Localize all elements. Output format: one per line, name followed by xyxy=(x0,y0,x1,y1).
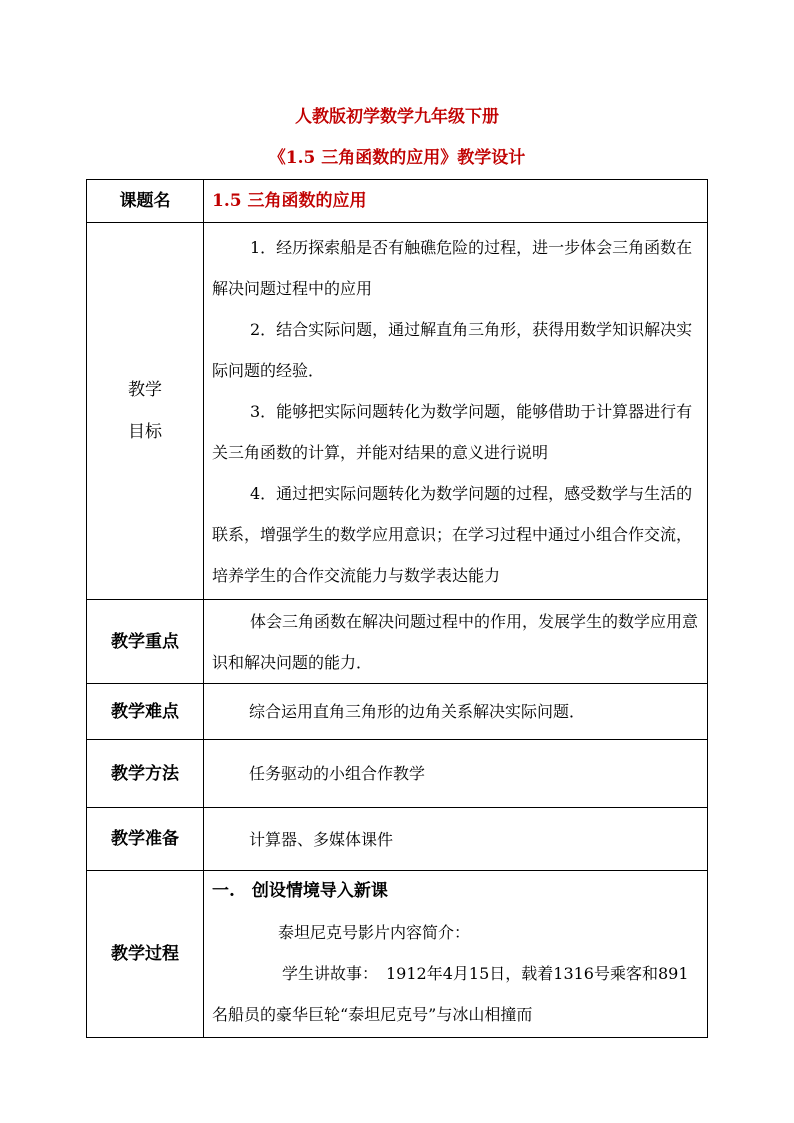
preparation-value: 计算器、多媒体课件 xyxy=(249,829,394,849)
row-topic xyxy=(87,180,708,223)
difficulties-value: 综合运用直角三角形的边角关系解决实际问题． xyxy=(249,702,586,721)
key-points-label: 教学重点 xyxy=(87,600,204,684)
objective-item: 4．通过把实际问题转化为数学问题的过程，感受数学与生活的联系，增强学生的数学应用意识；在学习过程中通过小组合作交流，培养学生的合作交流能力与数学表达能力 xyxy=(212,483,693,585)
document-title: 人教版初学数学九年级下册 xyxy=(295,107,499,127)
objective-item: 1．经历探索船是否有触礁危险的过程，进一步体会三角函数在解决问题过程中的应用 xyxy=(212,237,693,298)
topic-cell xyxy=(204,180,708,223)
row-objectives xyxy=(87,223,708,600)
key-points-cell xyxy=(204,600,708,684)
objectives-label-line1: 教学 xyxy=(128,380,162,400)
row-process xyxy=(87,871,708,1038)
difficulties-label: 教学难点 xyxy=(87,684,204,740)
preparation-cell xyxy=(204,808,708,871)
objective-item: 3．能够把实际问题转化为数学问题，能够借助于计算器进行有关三角函数的计算，并能对结果的意义进行说明 xyxy=(212,401,693,462)
document-subtitle: 《1.5 三角函数的应用》教学设计 xyxy=(268,148,526,168)
process-heading: 一. 创设情境导入新课 xyxy=(212,881,388,901)
row-key-points xyxy=(87,600,708,684)
method-cell xyxy=(204,740,708,808)
objective-item: 2．结合实际问题，通过解直角三角形，获得用数学知识解决实际问题的经验． xyxy=(212,319,693,380)
row-difficulties xyxy=(87,684,708,740)
objectives-label xyxy=(87,223,204,600)
topic-label: 课题名 xyxy=(87,180,204,223)
objectives-cell xyxy=(204,223,708,600)
row-preparation xyxy=(87,808,708,871)
preparation-label: 教学准备 xyxy=(87,808,204,871)
key-points-value: 体会三角函数在解决问题过程中的作用，发展学生的数学应用意识和解决问题的能力． xyxy=(212,611,699,672)
process-story: 学生讲故事： 1912年4月15日，载着1316号乘客和891名船员的豪华巨轮“泰坦尼克号”与冰山相撞而 xyxy=(212,964,689,1024)
process-cell xyxy=(204,871,708,1038)
objectives-label-line2: 目标 xyxy=(128,422,162,442)
process-label: 教学过程 xyxy=(87,871,204,1038)
row-method xyxy=(87,740,708,808)
process-intro: 泰坦尼克号影片内容简介： xyxy=(278,923,471,942)
method-value: 任务驱动的小组合作教学 xyxy=(249,764,426,783)
difficulties-cell xyxy=(204,684,708,740)
topic-value: 1.5 三角函数的应用 xyxy=(212,191,367,211)
lesson-plan-table xyxy=(86,179,708,1038)
method-label: 教学方法 xyxy=(87,740,204,808)
